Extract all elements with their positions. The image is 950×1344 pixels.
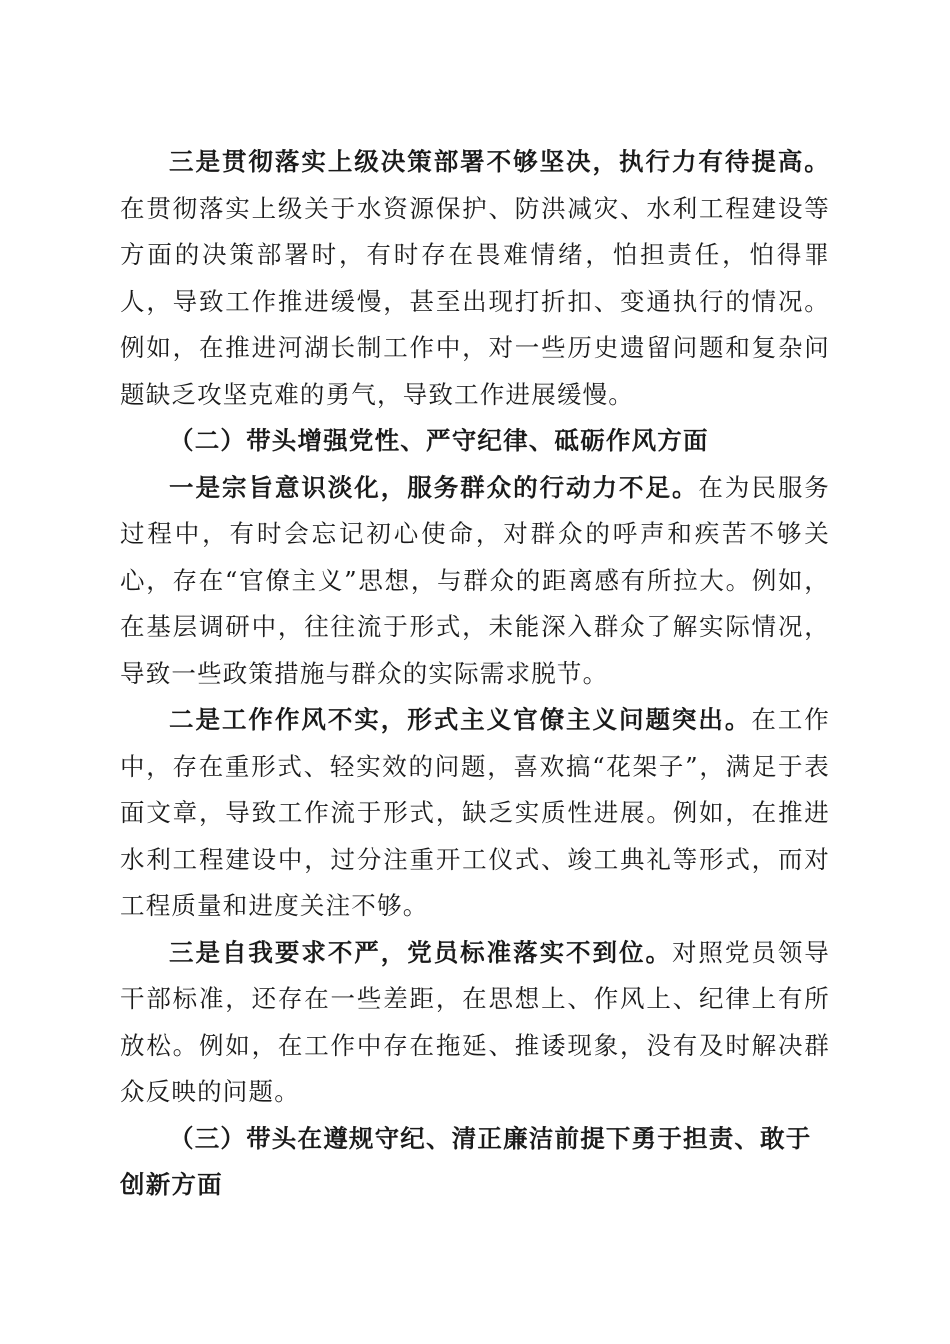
paragraph-lead: 二是工作作风不实，形式主义官僚主义问题突出。: [169, 705, 752, 734]
paragraph-lead: 一是宗旨意识淡化，服务群众的行动力不足。: [169, 472, 699, 502]
paragraph-lead: 三是自我要求不严，党员标准落实不到位。: [169, 937, 672, 967]
paragraph-self-discipline: [120, 930, 830, 1116]
paragraph-body: 在贯彻落实上级关于水资源保护、防洪减灾、水利工程建设等方面的决策部署时，有时存在畏难情绪，怕担责任，怕得罪人，导致工作推进缓慢，甚至出现打折扣、变通执行的情况。例如，在推进河湖长制工作中，对一些历史遗留问题和复杂问题缺乏攻坚克难的勇气，导致工作进展缓慢。: [120, 193, 830, 409]
paragraph-lead: 三是贯彻落实上级决策部署不够坚决，执行力有待提高。: [169, 147, 830, 176]
paragraph-body: 对照党员领导干部标准，还存在一些差距，在思想上、作风上、纪律上有所放松。例如，在工作中存在拖延、推诿现象，没有及时解决群众反映的问题。: [120, 937, 830, 1106]
paragraph-body: 在工作中，存在重形式、轻实效的问题，喜欢搞“花架子”，满足于表面文章，导致工作流于形式，缺乏实质性进展。例如，在推进水利工程建设中，过分注重开工仪式、竣工典礼等形式，而对工程质量和进度关注不够。: [120, 705, 830, 920]
document-page: [120, 139, 830, 1209]
paragraph-execution: [120, 139, 830, 418]
section-heading-3: （三）带头在遵规守纪、清正廉洁前提下勇于担责、敢于创新方面: [120, 1123, 812, 1199]
paragraph-purpose: [120, 465, 830, 698]
paragraph-body: 在为民服务过程中，有时会忘记初心使命，对群众的呼声和疾苦不够关心，存在“官僚主义”思想，与群众的距离感有所拉大。例如，在基层调研中，往往流于形式，未能深入群众了解实际情况，导致一些政策措施与群众的实际需求脱节。: [120, 472, 831, 688]
section-heading-2: （二）带头增强党性、严守纪律、砥砺作风方面: [169, 426, 709, 455]
paragraph-work-style: [120, 697, 830, 930]
